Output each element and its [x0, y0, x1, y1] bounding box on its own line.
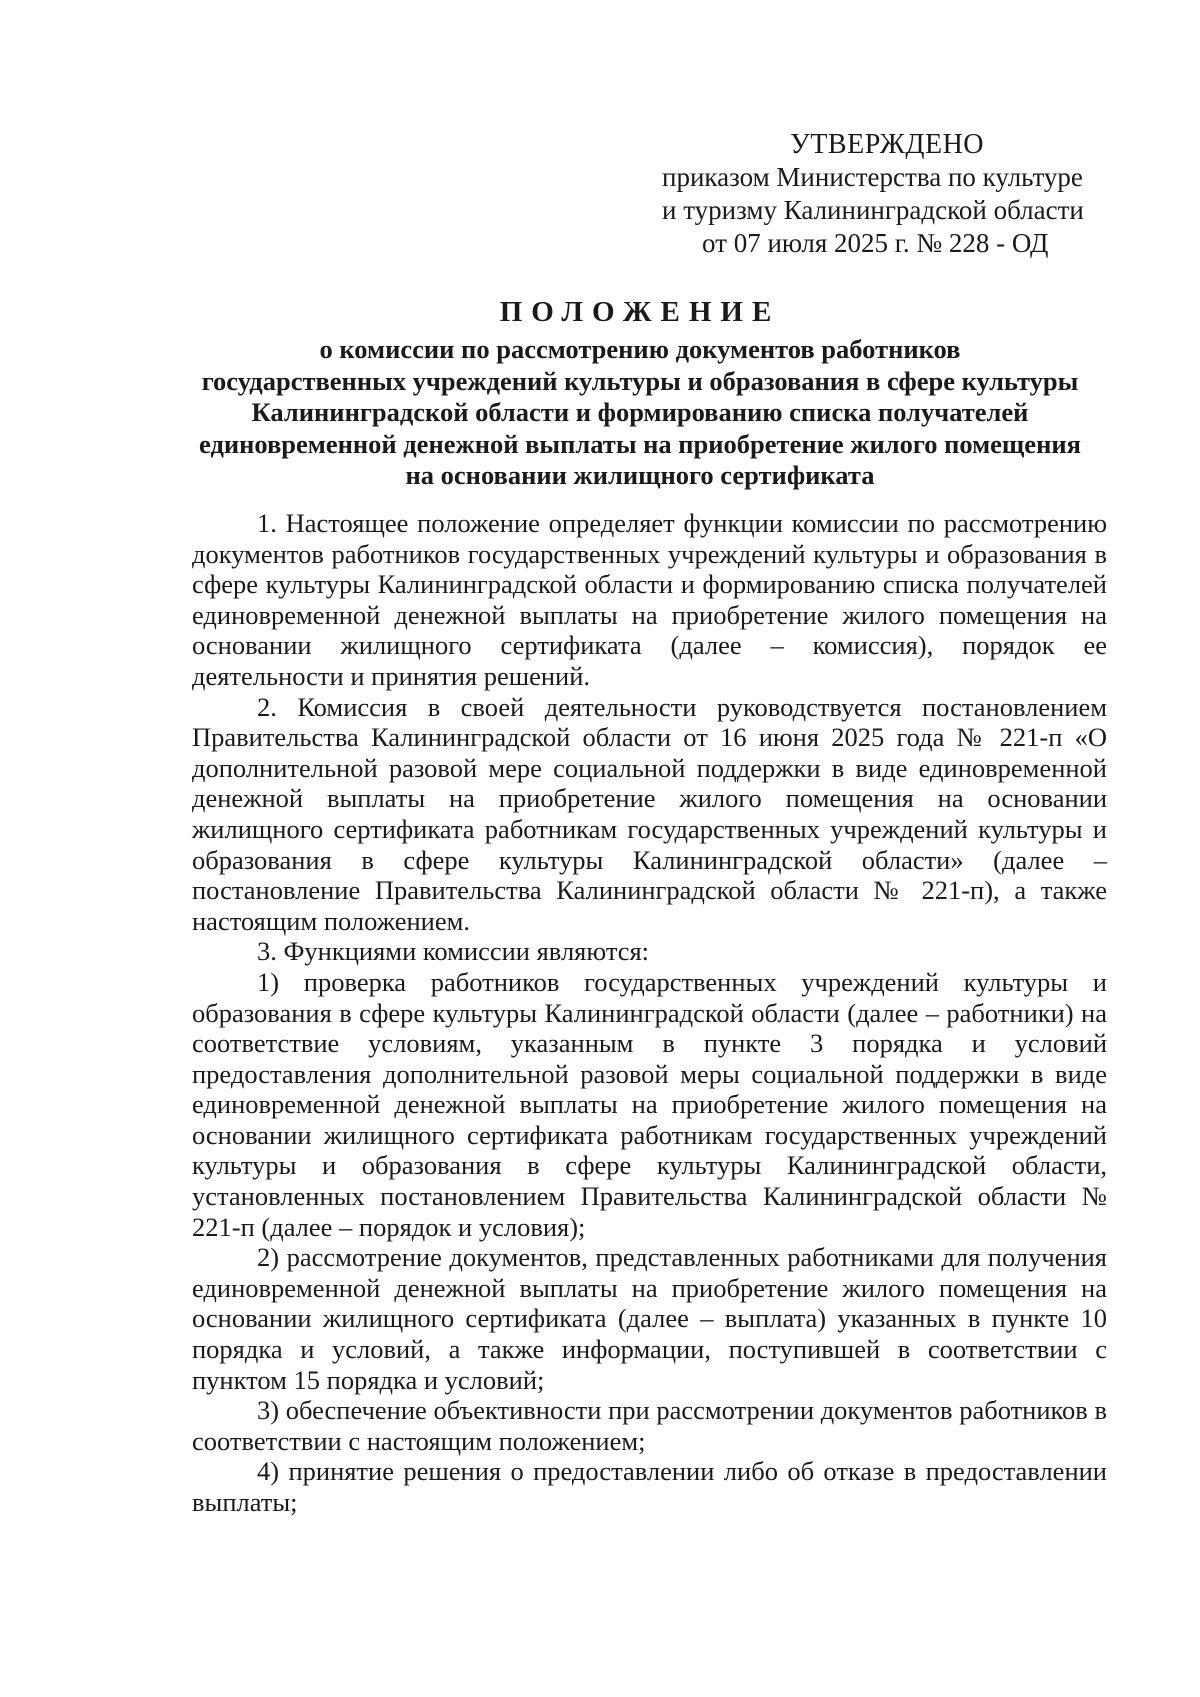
subtitle-line: государственных учреждений культуры и образования в сфере культуры	[201, 365, 1079, 396]
approval-order-line: приказом Министерства по культуре	[662, 162, 1083, 192]
subtitle-line: единовременной денежной выплаты на приобретение жилого помещения	[199, 428, 1081, 459]
approval-date-number-line: от 07 июля 2025 г. № 228 - ОД	[702, 228, 1049, 258]
document-subtitle	[170, 334, 1110, 492]
approval-stamp-block	[620, 128, 1090, 260]
approval-heading: УТВЕРЖДЕНО	[790, 129, 985, 160]
paragraph-3: 3. Функциями комиссии являются:	[257, 936, 650, 967]
document-body	[192, 508, 1107, 1518]
approval-ministry-line: и туризму Калининградской области	[662, 195, 1084, 225]
paragraph-3-item-3: 3) обеспечение объективности при рассмотрении документов работников в соответствии с настоящим положением;	[192, 1395, 1107, 1456]
paragraph-1: 1. Настоящее положение определяет функции комиссии по рассмотрению документов работников государственных учреждений культуры и образования в сфере культуры Калининградской области и формированию списка получателей единовременной денежной выплаты на приобретение жилого помещения на основании жилищного сертификата (далее – комиссия), порядок ее деятельности и принятия решений.	[192, 508, 1107, 691]
subtitle-line: о комиссии по рассмотрению документов работников	[319, 334, 961, 364]
document-title: ПОЛОЖЕНИЕ	[499, 296, 781, 328]
paragraph-3-item-1: 1) проверка работников государственных учреждений культуры и образования в сфере культуры Калининградской области (далее – работники) на соответствие условиям, указанным в пункте 3 порядка и условий предоставления дополнительной разовой меры социальной поддержки в виде единовременной денежной выплаты на приобретение жилого помещения на основании жилищного сертификата работникам государственных учреждений культуры и образования в сфере культуры Калининградской области, установленных постановлением Правительства Калининградской области № 221-п (далее – порядок и условия);	[192, 966, 1107, 1242]
subtitle-line: на основании жилищного сертификата	[405, 460, 875, 490]
document-title-block	[170, 292, 1110, 492]
paragraph-2: 2. Комиссия в своей деятельности руководствуется постановлением Правительства Калининградской области от 16 июня 2025 года № 221-п «О дополнительной разовой мере социальной поддержки в виде единовременной денежной выплаты на приобретение жилого помещения на основании жилищного сертификата работникам государственных учреждений культуры и образования в сфере культуры Калининградской области» (далее – постановление Правительства Калининградской области № 221-п), а также настоящим положением.	[192, 691, 1107, 936]
paragraph-3-item-2: 2) рассмотрение документов, представленных работниками для получения единовременной денежной выплаты на приобретение жилого помещения на основании жилищного сертификата (далее – выплата) указанных в пункте 10 порядка и условий, а также информации, поступившей в соответствии с пунктом 15 порядка и условий;	[192, 1242, 1107, 1395]
subtitle-line: Калининградской области и формированию списка получателей	[251, 397, 1029, 427]
paragraph-3-item-4: 4) принятие решения о предоставлении либо об отказе в предоставлении выплаты;	[192, 1456, 1107, 1517]
